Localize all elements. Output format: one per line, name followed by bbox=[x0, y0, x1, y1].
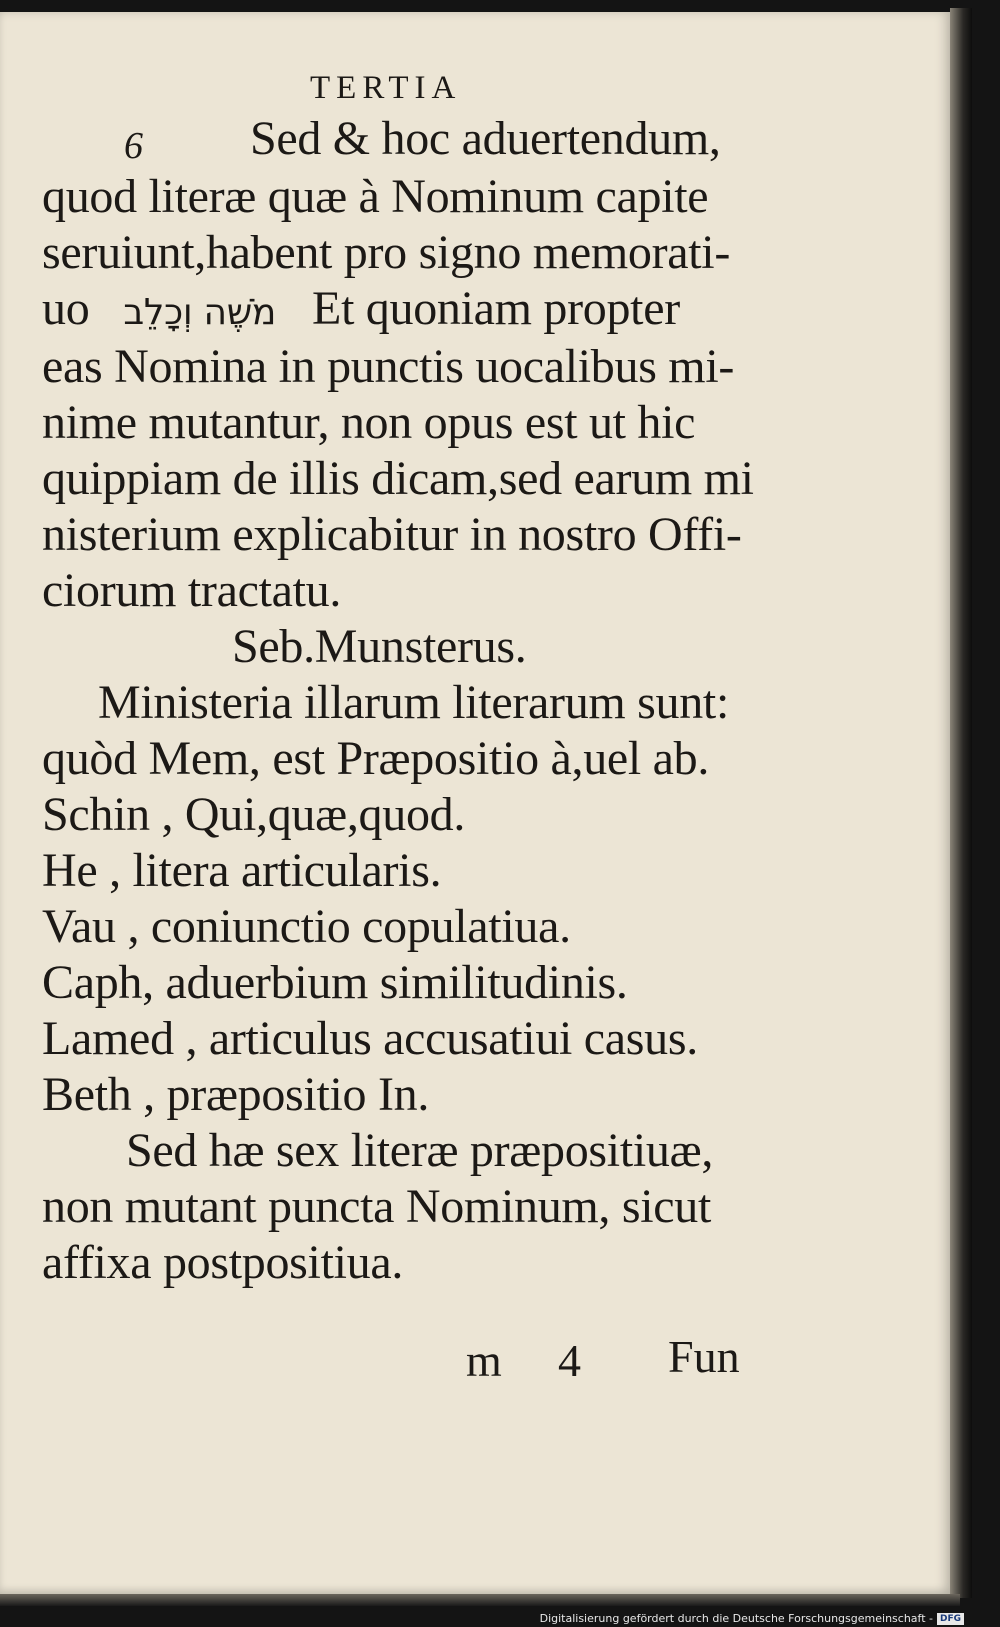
text-line-14: He , litera articularis. bbox=[42, 844, 442, 897]
page-bottom-edge bbox=[0, 1594, 960, 1606]
signature-number: 4 bbox=[558, 1335, 581, 1386]
dfg-logo: DFG bbox=[937, 1613, 964, 1625]
text-line-1: Sed & hoc aduertendum, bbox=[250, 112, 721, 165]
book-page bbox=[0, 12, 950, 1594]
text-line-2: quod literæ quæ à Nominum capite bbox=[42, 170, 709, 223]
text-line-4-end: Et quoniam propter bbox=[312, 282, 680, 335]
signature-mark: m bbox=[466, 1335, 502, 1386]
text-line-6: nime mutantur, non opus est ut hic bbox=[42, 396, 696, 449]
hebrew-example: מֹשֶׁה וְכָלֵב bbox=[123, 292, 277, 333]
text-line-11: Ministeria illarum literarum sunt: bbox=[98, 676, 730, 729]
text-line-20: non mutant puncta Nominum, sicut bbox=[42, 1180, 711, 1233]
author-attribution: Seb.Munsterus. bbox=[232, 620, 527, 673]
text-line-4-start: uo bbox=[42, 282, 90, 335]
text-line-16: Caph, aduerbium similitudinis. bbox=[42, 956, 628, 1009]
text-line-5: eas Nomina in punctis uocalibus mi- bbox=[42, 340, 735, 393]
text-line-3: seruiunt,habent pro signo memorati- bbox=[42, 226, 731, 279]
text-line-21: affixa postpositiua. bbox=[42, 1236, 404, 1289]
text-line-17: Lamed , articulus accusatiui casus. bbox=[42, 1012, 698, 1065]
text-line-7: quippiam de illis dicam,sed earum mi bbox=[42, 452, 754, 505]
text-line-15: Vau , coniunctio copulatiua. bbox=[42, 900, 571, 953]
digitization-credit bbox=[540, 1612, 964, 1625]
text-line-9: ciorum tractatu. bbox=[42, 564, 342, 617]
section-number: 6 bbox=[124, 125, 143, 167]
text-line-12: quòd Mem, est Præpositio à,uel ab. bbox=[42, 732, 710, 785]
text-line-8: nisterium explicabitur in nostro Offi- bbox=[42, 508, 742, 561]
page-edge bbox=[950, 8, 972, 1598]
text-line-19: Sed hæ sex literæ præpositiuæ, bbox=[126, 1124, 714, 1177]
credit-text: Digitalisierung gefördert durch die Deutsche Forschungsgemeinschaft - bbox=[539, 1612, 933, 1625]
catchword: Fun bbox=[668, 1331, 740, 1382]
text-line-13: Schin , Qui,quæ,quod. bbox=[42, 788, 466, 841]
running-head: TERTIA bbox=[310, 70, 462, 106]
text-line-18: Beth , præpositio In. bbox=[42, 1068, 430, 1121]
text-line-4 bbox=[42, 280, 680, 342]
